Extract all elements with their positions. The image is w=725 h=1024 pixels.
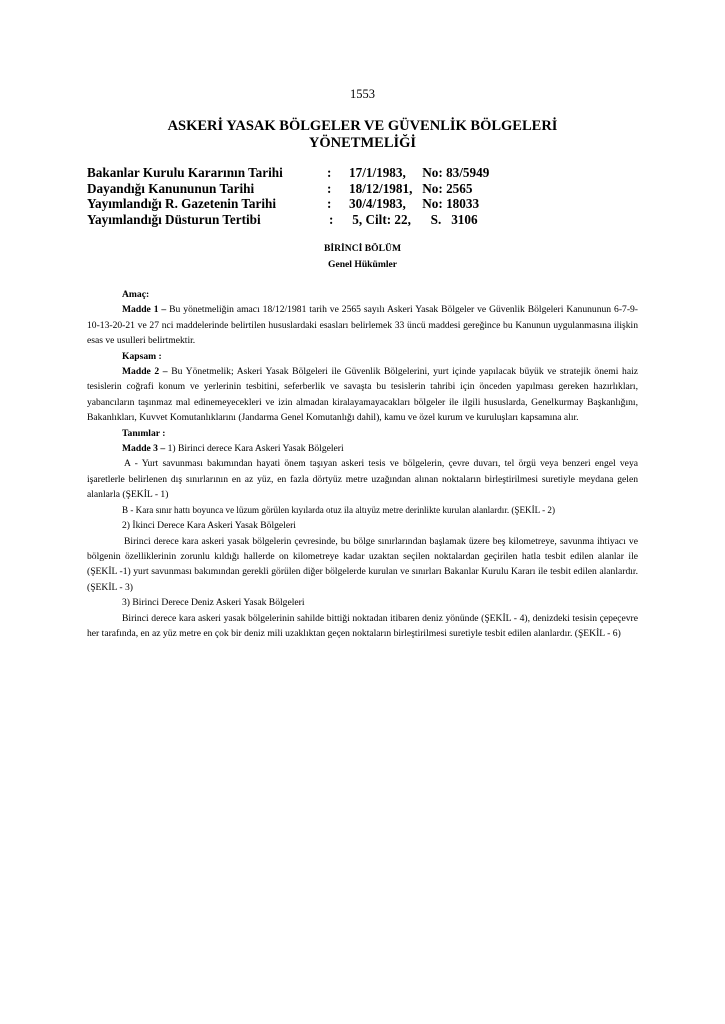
- article-1-text: Bu yönetmeliğin amacı 18/12/1981 tarih ve 2565 sayılı Askeri Yasak Bölgeler ve Güvenlik Bölgeleri Kanununun 6-7-9-10-13-20-21 ve 27 nci maddelerinde belirtilen hususlardaki esasları belirlemek 33 üncü maddesi gereğince bu Kanunun uygulanmasına ilişkin esas ve usulleri belirtmektir.: [87, 304, 639, 347]
- metadata-label: Bakanlar Kurulu Kararının Tarihi: [87, 165, 283, 180]
- metadata-value: 5, Cilt: 22, S. 3106: [349, 211, 478, 227]
- section-heading-tanimlar: Tanımlar :: [122, 427, 166, 439]
- chapter-subtitle: Genel Hükümler: [327, 259, 398, 270]
- metadata-colon: :: [327, 196, 332, 211]
- article-3-label: Madde 3 –: [122, 443, 166, 455]
- metadata-colon: :: [327, 165, 332, 180]
- section-heading-kapsam: Kapsam :: [122, 350, 162, 362]
- article-2-text: Bu Yönetmelik; Askeri Yasak Bölgeleri ile Güvenlik Bölgelerini, yurt içinde yapılacak büyük ve stratejik önemi haiz tesislerin coğrafi konum ve yerlerinin tesbitini, seferberlik ve savaşta bu tesislerin tahribi için önceden yapılması gereken hazırlıkları, yabancıların taşınmaz mal edinemeyecekleri ve izin almadan kiralayamayacakları bölgeler ile ilgili hususlarda, Genelkurmay Başkanlığını, Bakanlıkları, Kuvvet Komutanlıklarını (Jandarma Genel Komutanlığı dahil), kamu ve özel kurum ve kuruluşları kapsamına alır.: [87, 366, 638, 424]
- page-number: 1553: [350, 87, 375, 101]
- metadata-colon: :: [327, 180, 332, 196]
- article-2-label: Madde 2 –: [122, 366, 168, 378]
- definition-b-paragraph: B - Kara sınır hattı boyunca ve lüzum görülen kıyılarda otuz ila altıyüz metre derinlikte kurulan alanlardır. (ŞEKİL - 2): [122, 504, 555, 515]
- item-2-paragraph: Birinci derece kara askeri yasak bölgelerin çevresinde, bu bölge sınırlarından başlamak üzere beş kilometreye, savunma ihtiyacı ve bölgenin özelliklerinin zorunlu kıldığı hallerde on kilometreye kadar uzaktan seçilen noktalardan geçirilen hatla tesbit edilen alanlar ile (ŞEKİL -1) yurt savunması bakımından gerekli görülen diğer bölgelerde kurulan ve sınırları Bakanlar Kurulu Kararı ile tesbit edilen alanlardır. (ŞEKİL - 3): [87, 535, 638, 593]
- item-3-paragraph: Birinci derece kara askeri yasak bölgelerinin sahilde bittiği noktadan itibaren deniz yönünde (ŞEKİL - 4), denizdeki tesisin çepeçevre her tarafında, en az yüz metre en çok bir deniz mili uzaklıktan geçen noktaların birleştirilmesi suretiyle tesbit edilen alanlardır. (ŞEKİL - 6): [87, 612, 638, 639]
- definition-a-paragraph: A - Yurt savunması bakımından hayati önem taşıyan askeri tesis ve bölgelerin, çevre duvarı, tel örgü veya benzeri engel veya işaretlerle belirlenen dış sınırlarının en az yüz, en fazla dörtyüz metre uzağından alınan noktaların birleştirilmesi suretiyle meydana gelen alanlarla (ŞEKİL - 1): [87, 458, 638, 501]
- section-heading-amac: Amaç:: [122, 289, 150, 300]
- metadata-value: 18/12/1981, No: 2565: [349, 180, 473, 196]
- article-3-paragraph: [87, 441, 638, 456]
- article-1-label: Madde 1 –: [122, 304, 167, 316]
- metadata-value: 30/4/1983, No: 18033: [349, 196, 480, 211]
- metadata-value: 17/1/1983, No: 83/5949: [349, 165, 490, 180]
- item-2-title: 2) İkinci Derece Kara Askeri Yasak Bölgeleri: [122, 520, 296, 532]
- chapter-title: BİRİNCİ BÖLÜM: [323, 243, 402, 254]
- article-2-paragraph: [87, 364, 638, 426]
- metadata-label: Yayımlandığı R. Gazetenin Tarihi: [87, 196, 277, 211]
- metadata-label: Yayımlandığı Düsturun Tertibi: [87, 211, 261, 227]
- metadata-colon: :: [329, 211, 334, 227]
- document-title-line-1: ASKERİ YASAK BÖLGELER VE GÜVENLİK BÖLGELERİ: [167, 118, 558, 134]
- metadata-label: Dayandığı Kanununun Tarihi: [87, 180, 255, 196]
- article-3-text: 1) Birinci derece Kara Askeri Yasak Bölgeleri: [165, 443, 344, 455]
- article-1-paragraph: [87, 302, 638, 348]
- document-body: [87, 287, 638, 641]
- document-title: [0, 118, 725, 152]
- item-3-title: 3) Birinci Derece Deniz Askeri Yasak Bölgeleri: [122, 597, 305, 609]
- document-title-line-2: YÖNETMELİĞİ: [308, 135, 417, 151]
